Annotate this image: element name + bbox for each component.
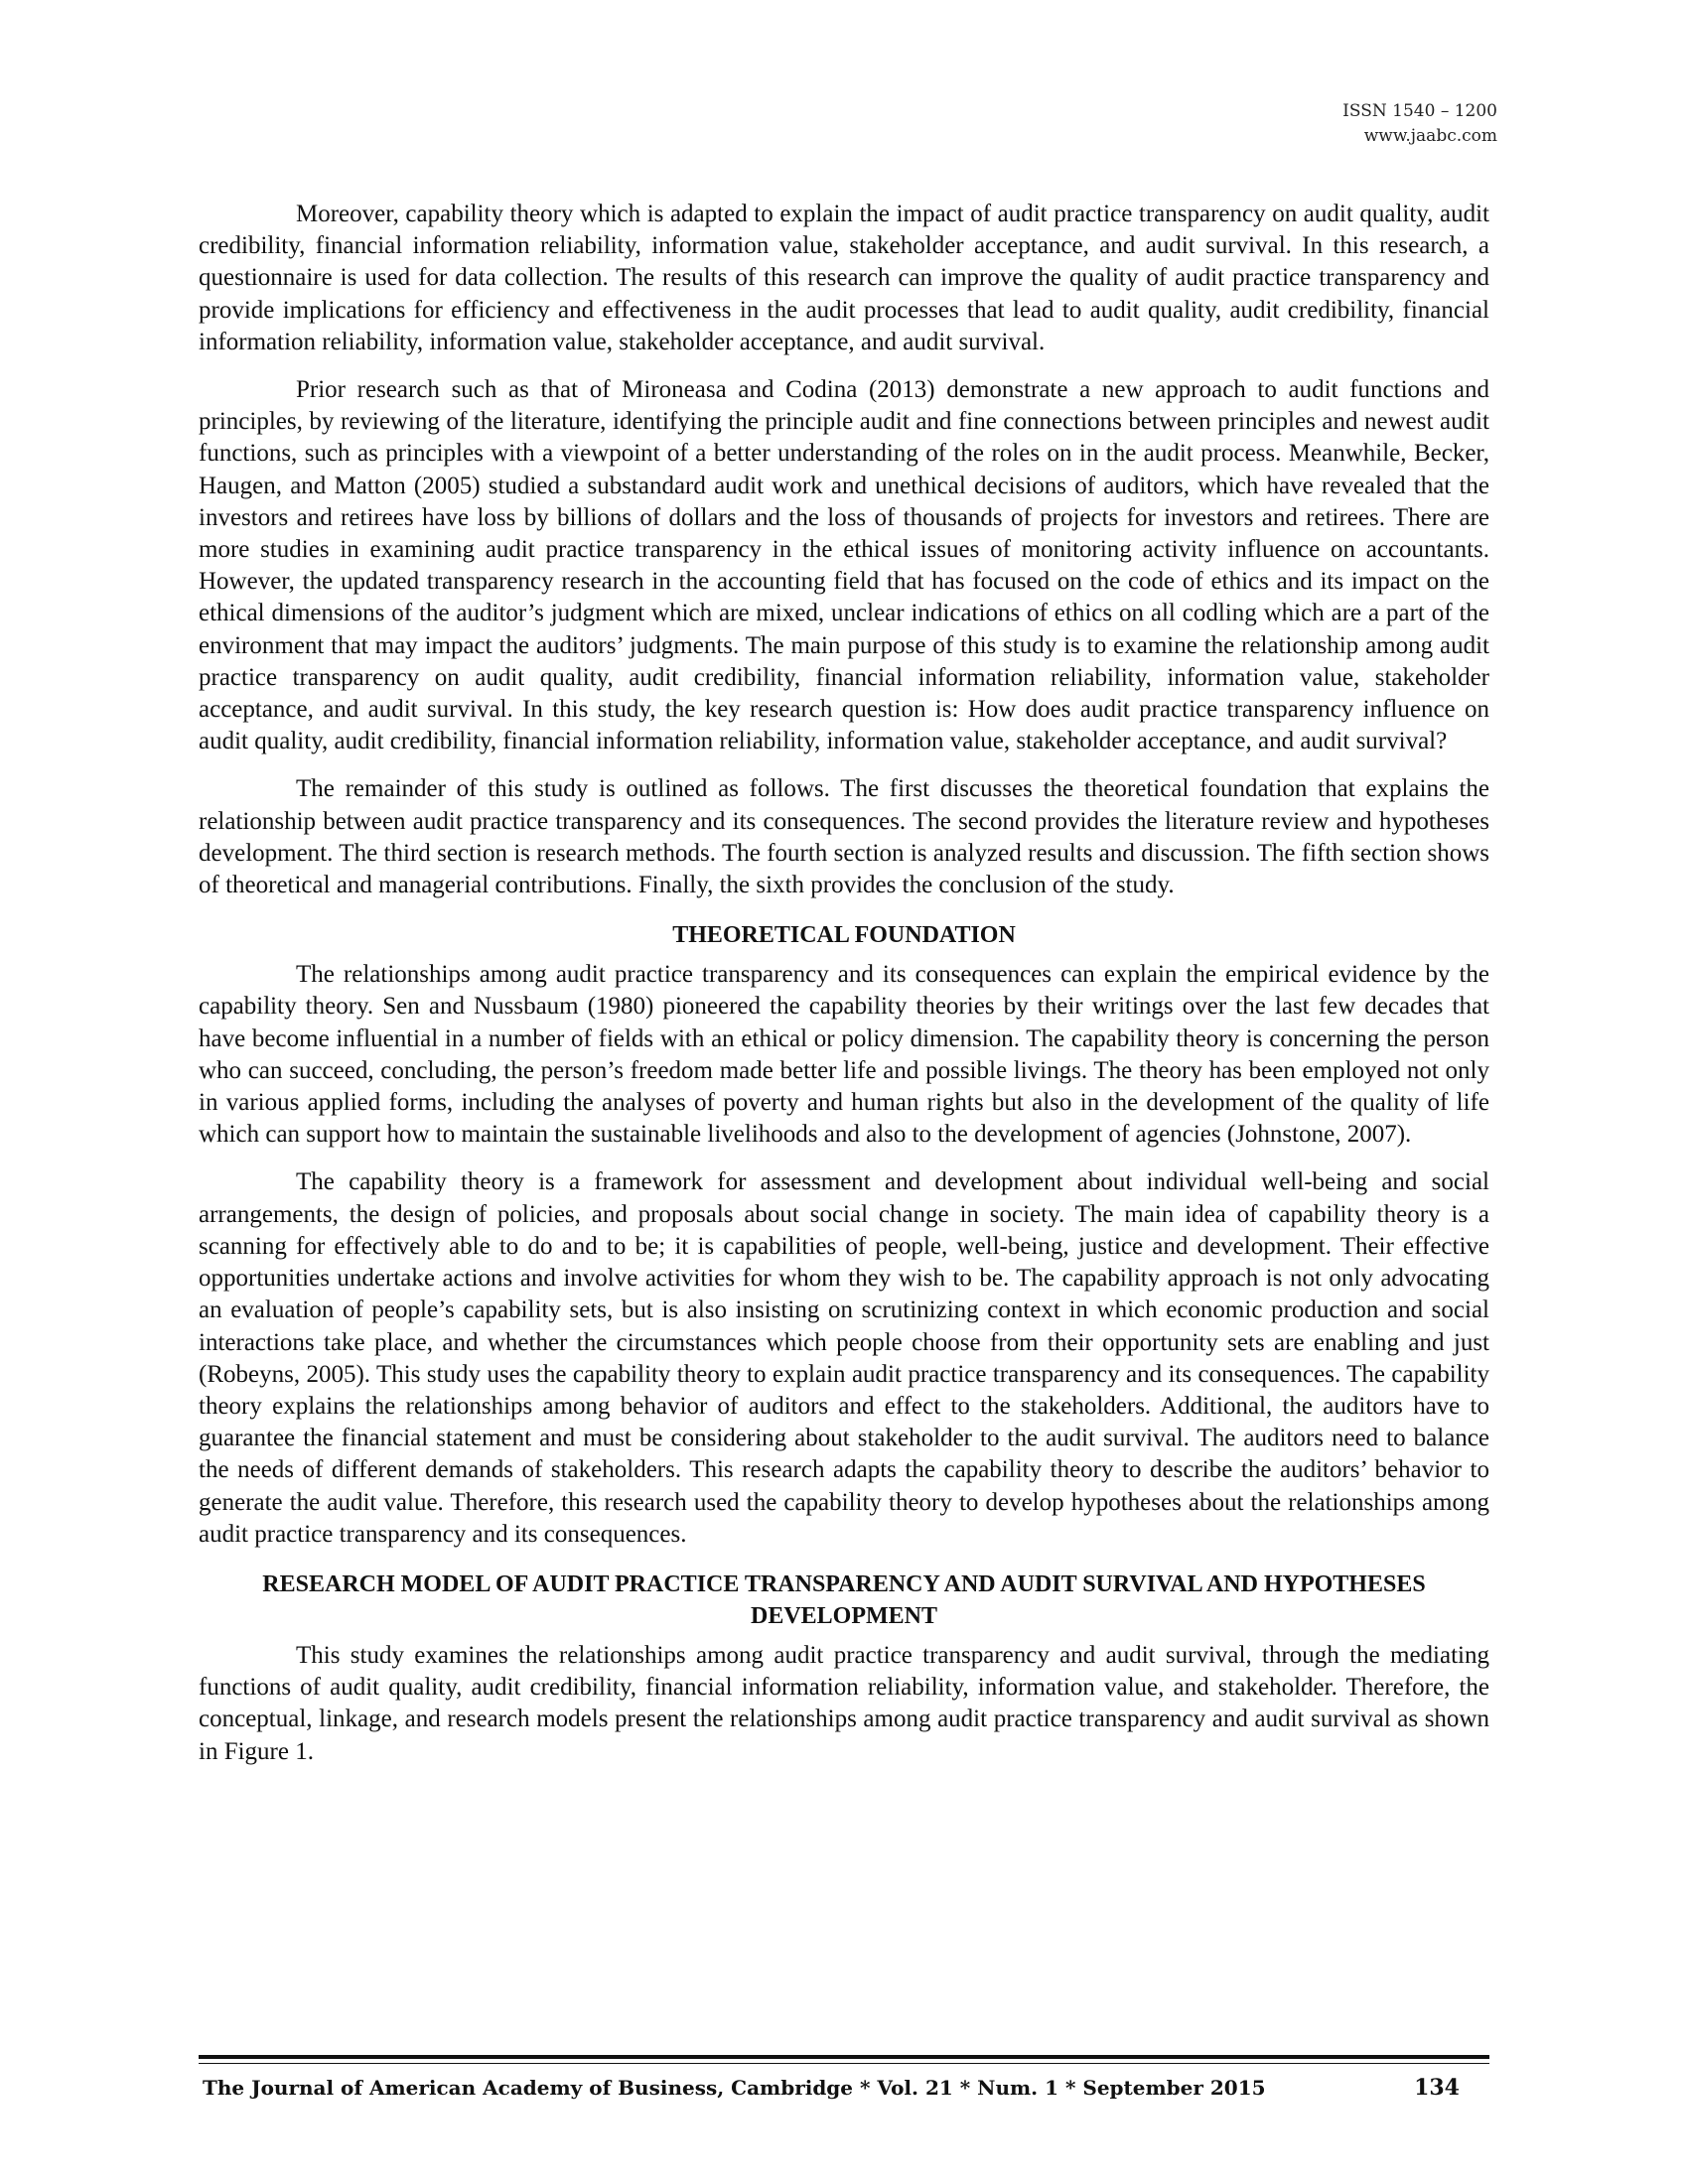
research-model-paragraph: This study examines the relationships among audit practice transparency and audit survival, through the mediating functions of audit quality, audit credibility, financial information reliability, information value, and stakeholder. Therefore, the conceptual, linkage, and research models present the relationships among audit practice transparency and audit survival as shown in Figure 1. [199, 1641, 1489, 1765]
section-heading-theoretical-foundation: THEORETICAL FOUNDATION [672, 922, 1016, 949]
page-number: 134 [1414, 2075, 1460, 2101]
section-heading-research-model: RESEARCH MODEL OF AUDIT PRACTICE TRANSPARENCY AND AUDIT SURVIVAL AND HYPOTHESES DEVELOPMENT [262, 1570, 1426, 1629]
intro-paragraph-2: Prior research such as that of Mironeasa and Codina (2013) demonstrate a new approach to audit functions and principles, by reviewing of the literature, identifying the principle audit and fine connections between principles and newest audit functions, such as principles with a viewpoint of a better understanding of the roles on in the audit process. Meanwhile, Becker, Haugen, and Matton (2005) studied a substandard audit work and unethical decisions of auditors, which have revealed that the investors and retirees have loss by billions of dollars and the loss of thousands of projects for investors and retirees. There are more studies in examining audit practice transparency in the ethical issues of monitoring activity influence on accountants. However, the updated transparency research in the accounting field that has focused on the code of ethics and its impact on the ethical dimensions of the auditor’s judgment which are mixed, unclear indications of ethics on all codling which are a part of the environment that may impact the auditors’ judgments. The main purpose of this study is to examine the relationship among audit practice transparency on audit quality, audit credibility, financial information reliability, information value, stakeholder acceptance, and audit survival. In this study, the key research question is: How does audit practice transparency influence on audit quality, audit credibility, financial information reliability, information value, stakeholder acceptance, and audit survival? [199, 376, 1489, 755]
page-header [1342, 99, 1497, 149]
intro-paragraph-3: The remainder of this study is outlined as follows. The first discusses the theoretical foundation that explains the relationship between audit practice transparency and its consequences. The second provides the literature review and hypotheses development. The third section is research methods. The fourth section is analyzed results and discussion. The fifth section shows of theoretical and managerial contributions. Finally, the sixth provides the conclusion of the study. [199, 775, 1489, 899]
theory-paragraph-2: The capability theory is a framework for assessment and development about individual well-being and social arrangements, the design of policies, and proposals about social change in society. The main idea of capability theory is a scanning for effectively able to do and to be; it is capabilities of people, well-being, justice and development. Their effective opportunities undertake actions and involve activities for whom they wish to be. The capability approach is not only advocating an evaluation of people’s capability sets, but is also insisting on scrutinizing context in which economic production and social interactions take place, and whether the circumstances which people choose from their opportunity sets are enabling and just (Robeyns, 2005). This study uses the capability theory to explain audit practice transparency and its consequences. The capability theory explains the relationships among behavior of auditors and effect to the stakeholders. Additional, the auditors have to guarantee the financial statement and must be considering about stakeholder to the audit survival. The auditors need to balance the needs of different demands of stakeholders. This research adapts the capability theory to describe the auditors’ behavior to generate the audit value. Therefore, this research used the capability theory to develop hypotheses about the relationships among audit practice transparency and its consequences. [199, 1168, 1489, 1548]
article-body [199, 199, 1489, 1784]
footer-rule-thick [199, 2055, 1489, 2059]
website-label: www.jaabc.com [1363, 126, 1497, 146]
theory-paragraph-1: The relationships among audit practice transparency and its consequences can explain the empirical evidence by the capability theory. Sen and Nussbaum (1980) pioneered the capability theories by their writings over the last few decades that have become influential in a number of fields with an ethical or policy dimension. The capability theory is concerning the person who can succeed, concluding, the person’s freedom made better life and possible livings. The theory has been employed not only in various applied forms, including the analyses of poverty and human rights but also in the development of the quality of life which can support how to maintain the sustainable livelihoods and also to the development of agencies (Johnstone, 2007). [199, 961, 1489, 1149]
footer-rule-thin [199, 2063, 1489, 2064]
journal-citation: The Journal of American Academy of Business, Cambridge * Vol. 21 * Num. 1 * September 2015 [203, 2076, 1266, 2100]
intro-paragraph-1: Moreover, capability theory which is adapted to explain the impact of audit practice transparency on audit quality, audit credibility, financial information reliability, information value, stakeholder acceptance, and audit survival. In this research, a questionnaire is used for data collection. The results of this research can improve the quality of audit practice transparency and provide implications for efficiency and effectiveness in the audit processes that lead to audit quality, audit credibility, financial information reliability, information value, stakeholder acceptance, and audit survival. [199, 201, 1489, 355]
issn-label: ISSN 1540 – 1200 [1342, 101, 1497, 121]
